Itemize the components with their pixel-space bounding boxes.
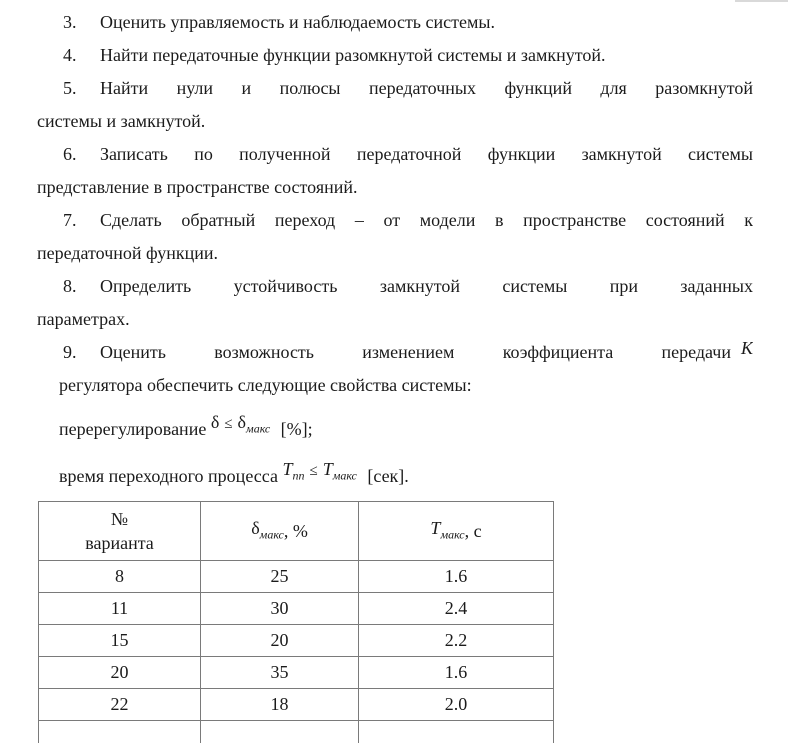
cell-variant: 20 <box>39 657 201 689</box>
header-cell-T-max <box>359 502 554 561</box>
T-max-header-formula <box>430 518 464 538</box>
cell-T-max: 1.6 <box>359 561 554 593</box>
header-cell-variant <box>39 502 201 561</box>
table-row <box>39 561 554 593</box>
formula-prefix: перерегулирование <box>59 419 206 439</box>
list-item-text: системы и замкнутой. <box>37 111 205 131</box>
list-item-text: Оценить возможность изменением коэффициента передачи <box>100 342 731 362</box>
list-item-5-line2 <box>37 105 753 138</box>
overshoot-inline-formula <box>211 412 270 432</box>
delta-symbol: δ <box>211 412 219 432</box>
cell-variant: 11 <box>39 593 201 625</box>
list-item-7-line1 <box>37 204 753 237</box>
header-units: , с <box>465 521 482 541</box>
list-item-number: 4. <box>63 39 100 72</box>
settling-inline-formula <box>282 459 356 479</box>
header-units: , % <box>284 521 308 541</box>
cell-delta-max: 35 <box>201 657 359 689</box>
cell-variant: 15 <box>39 625 201 657</box>
max-subscript: макс <box>440 528 464 542</box>
table-row <box>39 625 554 657</box>
list-item-9-line2 <box>59 369 753 402</box>
overshoot-requirement-line <box>59 410 753 449</box>
list-item-7-line2 <box>37 237 753 270</box>
cell-T-max: 2.4 <box>359 593 554 625</box>
list-item-text: Сделать обратный переход – от модели в пространстве состояний к <box>100 210 753 230</box>
cell-T-max: 2.2 <box>359 625 554 657</box>
cell-delta-max: 18 <box>201 689 359 721</box>
list-item-text: Найти нули и полюсы передаточных функций для разомкнутой <box>100 78 753 98</box>
list-item-5-line1 <box>37 72 753 105</box>
list-item-text: параметрах. <box>37 309 130 329</box>
list-item-number: 9. <box>63 336 100 369</box>
list-item-6-line2 <box>37 171 753 204</box>
list-item-8-line2 <box>37 303 753 336</box>
cell-variant: 22 <box>39 689 201 721</box>
cell-T-max: 1.6 <box>359 657 554 689</box>
formula-prefix: время переходного процесса <box>59 466 278 486</box>
list-item-3 <box>37 6 753 39</box>
list-item-number: 7. <box>63 204 100 237</box>
header-variant-line2: варианта <box>39 531 200 555</box>
delta-symbol: δ <box>251 518 259 538</box>
max-subscript: макс <box>260 528 284 542</box>
list-item-number: 5. <box>63 72 100 105</box>
list-item-text: представление в пространстве состояний. <box>37 177 358 197</box>
list-item-number: 8. <box>63 270 100 303</box>
list-item-text: Определить устойчивость замкнутой системы при заданных <box>100 276 753 296</box>
delta-max-symbol: δ <box>238 412 246 432</box>
list-item-text: регулятора обеспечить следующие свойства системы: <box>59 375 472 395</box>
T-symbol: T <box>430 518 440 538</box>
settling-time-requirement-line <box>59 457 753 496</box>
table-row <box>39 657 554 689</box>
cell-delta-max: 25 <box>201 561 359 593</box>
max-subscript: макс <box>333 469 357 483</box>
table-row <box>39 593 554 625</box>
cell-T-max: 2.0 <box>359 689 554 721</box>
T-pp-symbol: T <box>282 459 292 479</box>
list-item-text: Записать по полученной передаточной функции замкнутой системы <box>100 144 753 164</box>
header-variant-line1: № <box>39 507 200 531</box>
delta-max-header-formula <box>251 518 284 538</box>
cell-variant: 8 <box>39 561 201 593</box>
cell-delta-max: 20 <box>201 625 359 657</box>
list-item-text: Найти передаточные функции разомкнутой системы и замкнутой. <box>100 45 606 65</box>
header-cell-delta-max <box>201 502 359 561</box>
pp-subscript: пп <box>292 469 304 483</box>
variants-table <box>38 501 554 743</box>
list-item-number: 6. <box>63 138 100 171</box>
list-item-4 <box>37 39 753 72</box>
table-row <box>39 689 554 721</box>
document-body <box>37 6 753 743</box>
cell-delta-max: 30 <box>201 593 359 625</box>
list-item-9-line1 <box>37 336 753 369</box>
list-item-text: Оценить управляемость и наблюдаемость системы. <box>100 12 495 32</box>
leq-symbol: ≤ <box>304 463 322 479</box>
formula-units: [%]; <box>281 419 313 439</box>
gain-symbol-K: K <box>741 338 753 358</box>
leq-symbol: ≤ <box>219 416 237 432</box>
list-item-number: 3. <box>63 6 100 39</box>
table-header-row <box>39 502 554 561</box>
list-item-text: передаточной функции. <box>37 243 218 263</box>
list-item-6-line1 <box>37 138 753 171</box>
T-max-symbol: T <box>323 459 333 479</box>
list-item-8-line1 <box>37 270 753 303</box>
top-right-cutoff-artifact <box>735 0 788 2</box>
formula-units: [сек]. <box>367 466 408 486</box>
max-subscript: макс <box>246 422 270 436</box>
